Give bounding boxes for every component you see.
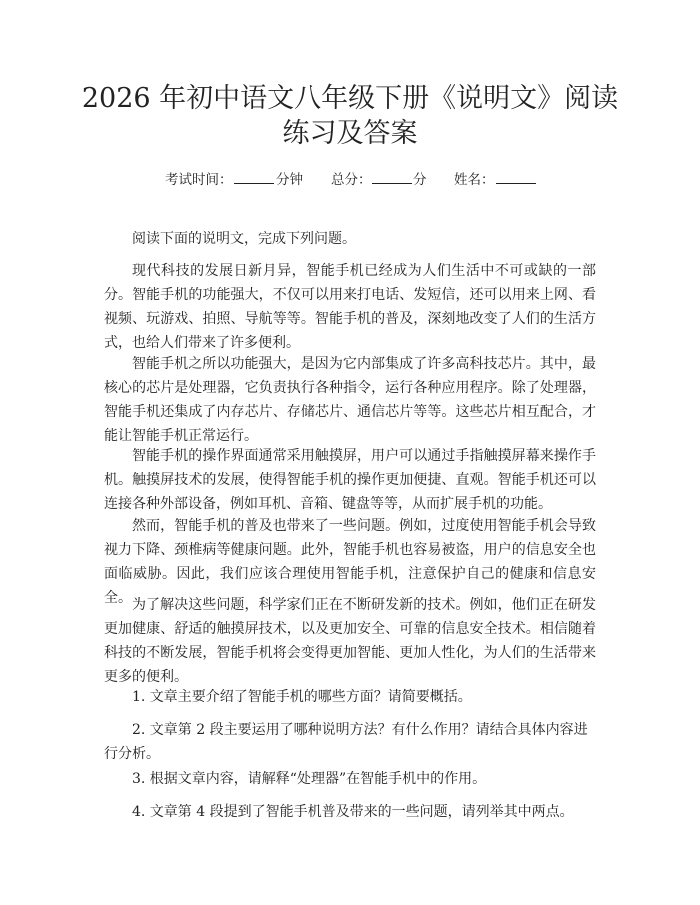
question-3: 3. 根据文章内容，请解释“处理器”在智能手机中的作用。 [132, 771, 487, 787]
article-paragraph-3: 智能手机的操作界面通常采用触摸屏，用户可以通过手指触摸屏幕来操作手机。触摸屏技术的发展，使得智能手机的操作更加便捷、直观。智能手机还可以连接各种外部设备，例如耳机、音箱、键盘等等，从而扩展手机的功能。 [104, 448, 596, 512]
article-paragraph-1: 现代科技的发展日新月异，智能手机已经成为人们生活中不可或缺的一部分。智能手机的功能强大，不仅可以用来打电话、发短信，还可以用来上网、看视频、玩游戏、拍照、导航等等。智能手机的普及，深刻地改变了人们的生活方式，也给人们带来了许多便利。 [104, 263, 596, 351]
total-score-blank [372, 168, 412, 184]
article-paragraph-5: 为了解决这些问题，科学家们正在不断研发新的技术。例如，他们正在研发更加健康、舒适的触摸屏技术，以及更加安全、可靠的信息安全技术。相信随着科技的不断发展，智能手机将会变得更加智能、更加人性化，为人们的生活带来更多的便利。 [104, 597, 596, 685]
total-score-label: 总分： [331, 172, 372, 188]
question-2: 2. 文章第 2 段主要运用了哪种说明方法？有什么作用？请结合具体内容进行分析。 [104, 722, 588, 762]
exam-time-unit: 分钟 [276, 172, 303, 188]
page-title-line-1: 2026 年初中语文八年级下册《说明文》阅读 [81, 83, 619, 114]
question-1: 1. 文章主要介绍了智能手机的哪些方面？请简要概括。 [132, 689, 472, 705]
exam-time-blank [234, 168, 274, 184]
page-title-line-2: 练习及答案 [282, 118, 418, 149]
article-paragraph-4: 然而，智能手机的普及也带来了一些问题。例如，过度使用智能手机会导致视力下降、颈椎病等健康问题。此外，智能手机也容易被盗，用户的信息安全也面临威胁。因此，我们应该合理使用智能手机，注意保护自己的健康和信息安全。 [104, 518, 596, 606]
student-name-label: 姓名： [454, 172, 495, 188]
reading-instruction: 阅读下面的说明文，完成下列问题。 [132, 231, 356, 247]
article-paragraph-2: 智能手机之所以功能强大，是因为它内部集成了许多高科技芯片。其中，最核心的芯片是处理器，它负责执行各种指令，运行各种应用程序。除了处理器，智能手机还集成了内存芯片、存储芯片、通信芯片等等。这些芯片相互配合，才能让智能手机正常运行。 [104, 356, 596, 444]
exam-time-label: 考试时间： [165, 172, 233, 188]
total-score-unit: 分 [413, 172, 427, 188]
question-4: 4. 文章第 4 段提到了智能手机普及带来的一些问题，请列举其中两点。 [132, 804, 574, 820]
student-name-blank [496, 168, 536, 184]
